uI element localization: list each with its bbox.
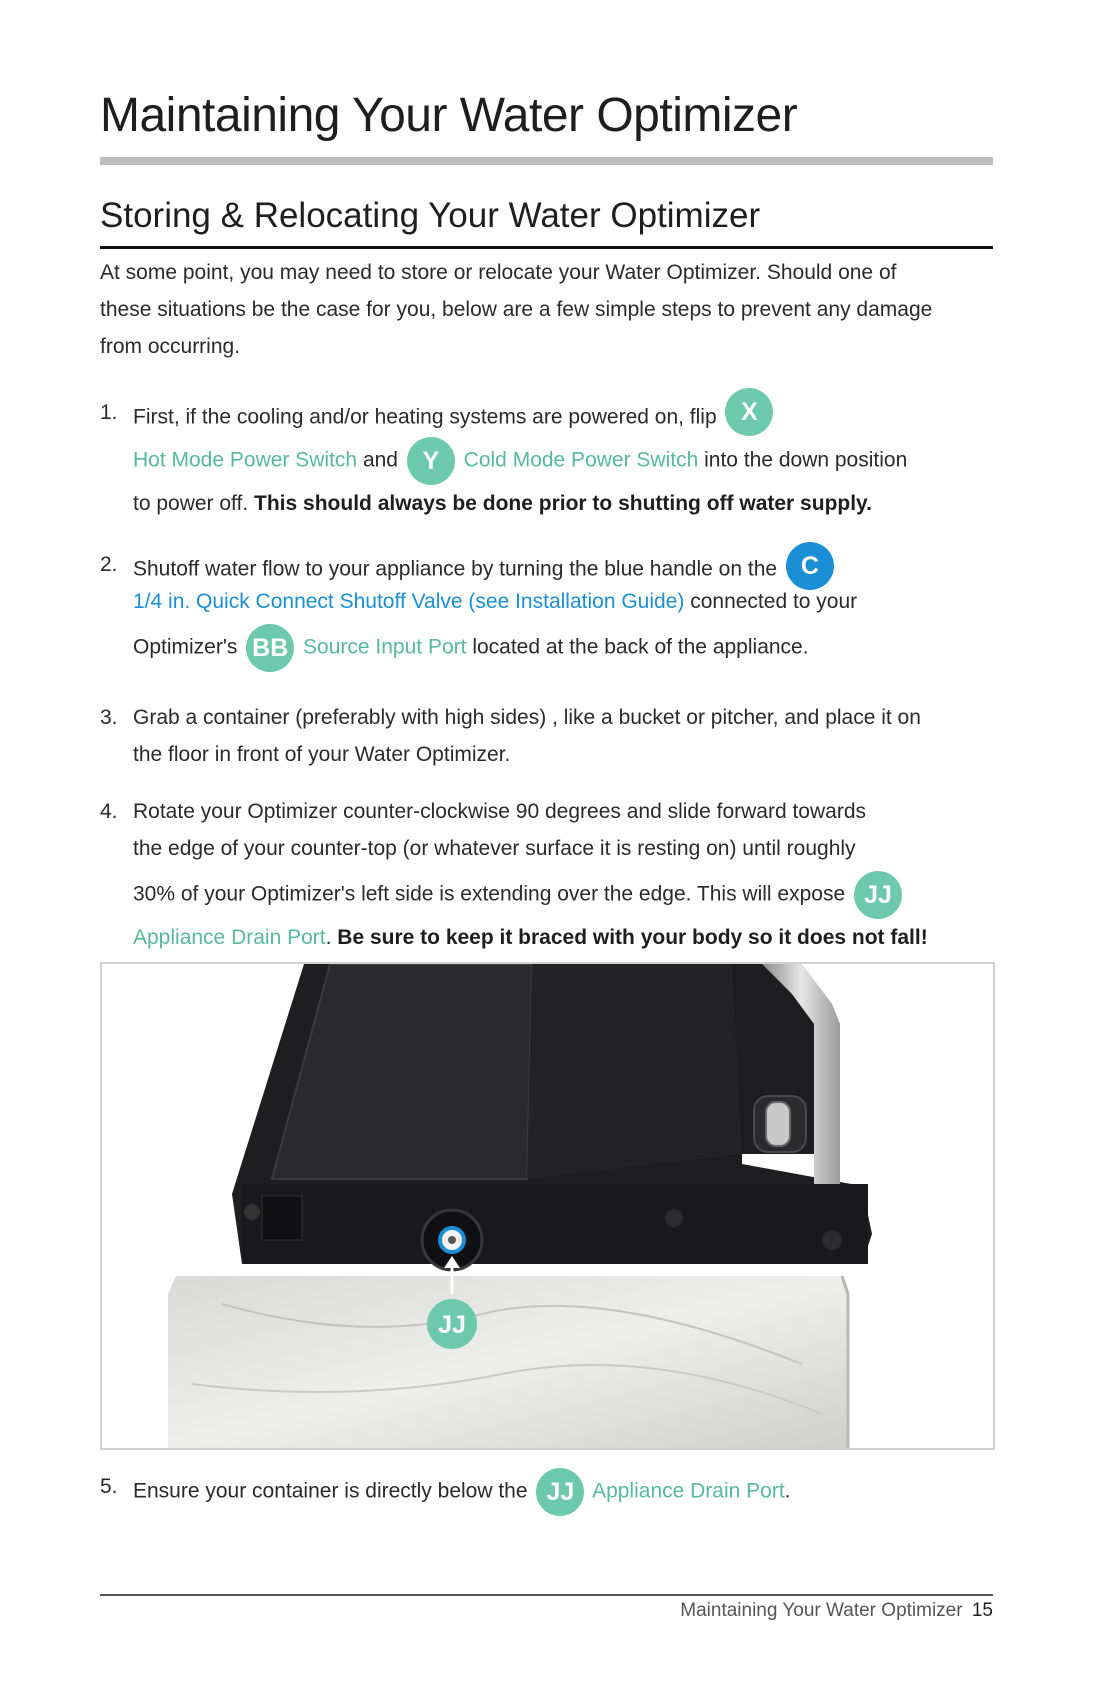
intro-paragraph (100, 254, 993, 365)
step-warning: This should always be done prior to shutting off water supply. (254, 492, 873, 515)
hot-mode-power-switch-link: Hot Mode Power Switch (133, 448, 358, 472)
step-number: 1. (100, 401, 118, 424)
page-number: 15 (971, 1600, 993, 1621)
step-text: 30% of your Optimizer's left side is extending over the edge. This will expose (133, 882, 846, 906)
cold-mode-power-switch-link: Cold Mode Power Switch (463, 448, 699, 472)
appliance-illustration (102, 964, 993, 1448)
badge-c: C (786, 542, 834, 590)
intro-line: from occurring. (100, 335, 241, 358)
step-number: 4. (100, 800, 118, 823)
badge-jj: JJ (854, 871, 902, 919)
step-number: 3. (100, 706, 118, 729)
step-text: Rotate your Optimizer counter-clockwise 90 degrees and slide forward towards (133, 800, 867, 823)
page-title: Maintaining Your Water Optimizer (100, 89, 798, 142)
step-text: Optimizer's (133, 635, 238, 659)
step-text: and (362, 448, 398, 472)
step-number: 5. (100, 1475, 118, 1498)
step-number: 2. (100, 553, 118, 576)
page-footer (680, 1600, 993, 1622)
step-text: into the down position (704, 448, 908, 472)
step-text: to power off. (133, 492, 249, 515)
badge-jj: JJ (536, 1468, 584, 1516)
intro-line: these situations be the case for you, below are a few simple steps to prevent any damage (100, 298, 933, 321)
title-rule (100, 157, 993, 165)
step-text: located at the back of the appliance. (472, 635, 809, 659)
step-warning: Be sure to keep it braced with your body so it does not fall! (337, 926, 928, 949)
step-text: First, if the cooling and/or heating systems are powered on, flip (133, 405, 717, 429)
intro-line: At some point, you may need to store or relocate your Water Optimizer. Should one of (100, 261, 897, 284)
appliance-drain-port-link: Appliance Drain Port (133, 926, 326, 949)
section-rule (100, 246, 993, 249)
step-text: the edge of your counter-top (or whatever surface it is resting on) until roughly (133, 837, 856, 860)
step-text: the floor in front of your Water Optimizer. (133, 743, 511, 766)
step-text: Ensure your container is directly below the (133, 1479, 528, 1503)
badge-y: Y (407, 437, 455, 485)
step-text: Grab a container (preferably with high sides) , like a bucket or pitcher, and place it on (133, 706, 921, 729)
step-text: connected to your (690, 590, 858, 613)
step-text: Shutoff water flow to your appliance by turning the blue handle on the (133, 557, 778, 581)
badge-x: X (725, 388, 773, 436)
badge-bb: BB (246, 624, 294, 672)
callout-label: JJ (438, 1311, 466, 1339)
footer-text: Maintaining Your Water Optimizer (680, 1600, 963, 1621)
shutoff-valve-link: 1/4 in. Quick Connect Shutoff Valve (see Installation Guide) (133, 590, 685, 613)
source-input-port-link: Source Input Port (303, 635, 467, 659)
step-text: . (784, 1479, 791, 1503)
appliance-drain-port-link: Appliance Drain Port (592, 1479, 785, 1503)
section-title: Storing & Relocating Your Water Optimizer (100, 196, 761, 235)
appliance-photo (100, 962, 995, 1450)
step-text: . (325, 926, 332, 949)
footer-rule (100, 1594, 993, 1596)
